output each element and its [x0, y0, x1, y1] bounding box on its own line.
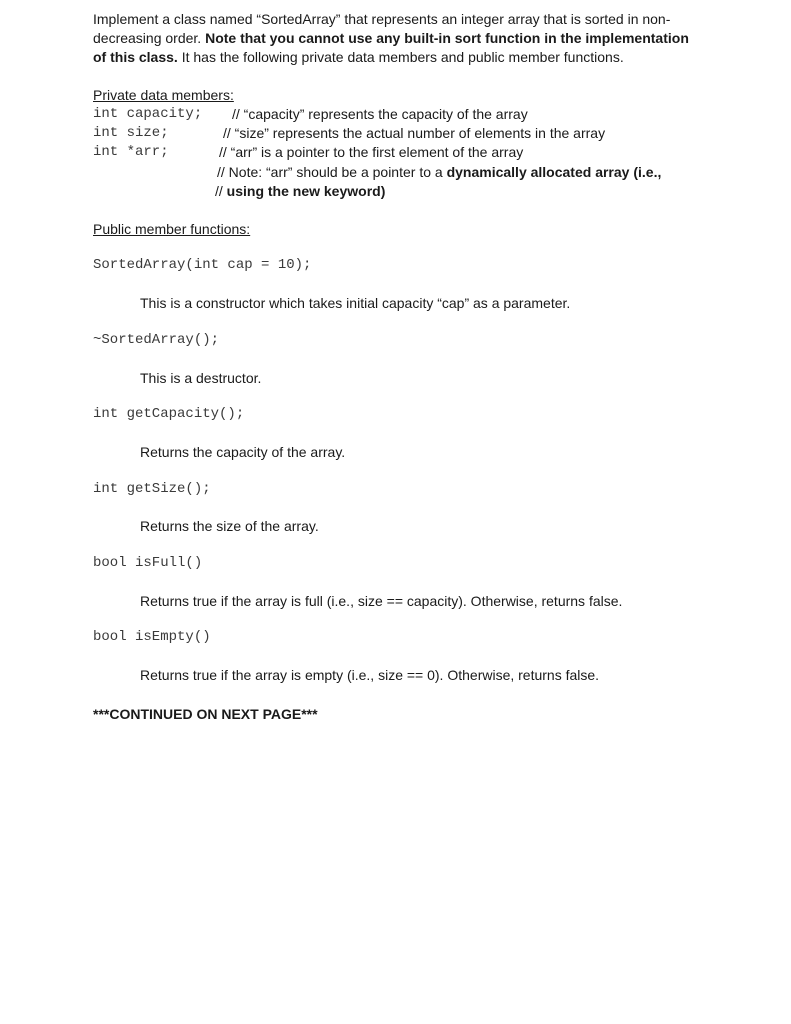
continued-notice: ***CONTINUED ON NEXT PAGE*** [93, 706, 318, 722]
intro-line-2 [93, 28, 689, 48]
intro-line-3 [93, 47, 624, 67]
function-signature-constructor: SortedArray(int cap = 10); [93, 257, 312, 273]
note-line-2-bold: using the new keyword) [226, 183, 386, 199]
member-comment-capacity: // “capacity” represents the capacity of the array [232, 106, 528, 122]
function-description-getcapacity: Returns the capacity of the array. [140, 444, 346, 460]
function-signature-getcapacity: int getCapacity(); [93, 406, 245, 422]
function-signature-getsize: int getSize(); [93, 481, 211, 497]
member-note-line-2 [215, 181, 385, 201]
function-description-getsize: Returns the size of the array. [140, 518, 319, 534]
intro-line-2-plain: decreasing order. [93, 30, 206, 46]
note-line-2-plain: // [215, 183, 227, 199]
private-heading: Private data members: [93, 87, 234, 103]
intro-line-2-bold: Note that you cannot use any built-in sort function in the implementation [205, 30, 689, 46]
function-description-isempty: Returns true if the array is empty (i.e., size == 0). Otherwise, returns false. [140, 667, 600, 683]
function-description-isfull: Returns true if the array is full (i.e., size == capacity). Otherwise, returns false. [140, 593, 623, 609]
function-description-constructor: This is a constructor which takes initial capacity “cap” as a parameter. [140, 295, 571, 311]
note-line-1-plain: // Note: “arr” should be a pointer to a [217, 164, 447, 180]
member-comment-size: // “size” represents the actual number of elements in the array [223, 125, 606, 141]
function-description-destructor: This is a destructor. [140, 370, 262, 386]
function-signature-isfull: bool isFull() [93, 555, 203, 571]
function-signature-isempty: bool isEmpty() [93, 629, 211, 645]
function-signature-destructor: ~SortedArray(); [93, 332, 220, 348]
intro-line-3-bold: of this class. [93, 49, 178, 65]
member-comment-arr: // “arr” is a pointer to the first element of the array [219, 144, 524, 160]
member-code-arr: int *arr; [93, 144, 169, 160]
intro-line-3-plain: It has the following private data members and public member functions. [177, 49, 624, 65]
intro-line-1: Implement a class named “SortedArray” that represents an integer array that is sorted in non- [93, 11, 671, 27]
public-heading: Public member functions: [93, 221, 251, 237]
member-code-capacity: int capacity; [93, 106, 203, 122]
member-note-line-1 [217, 162, 661, 182]
note-line-1-bold: dynamically allocated array (i.e., [446, 164, 662, 180]
member-code-size: int size; [93, 125, 169, 141]
